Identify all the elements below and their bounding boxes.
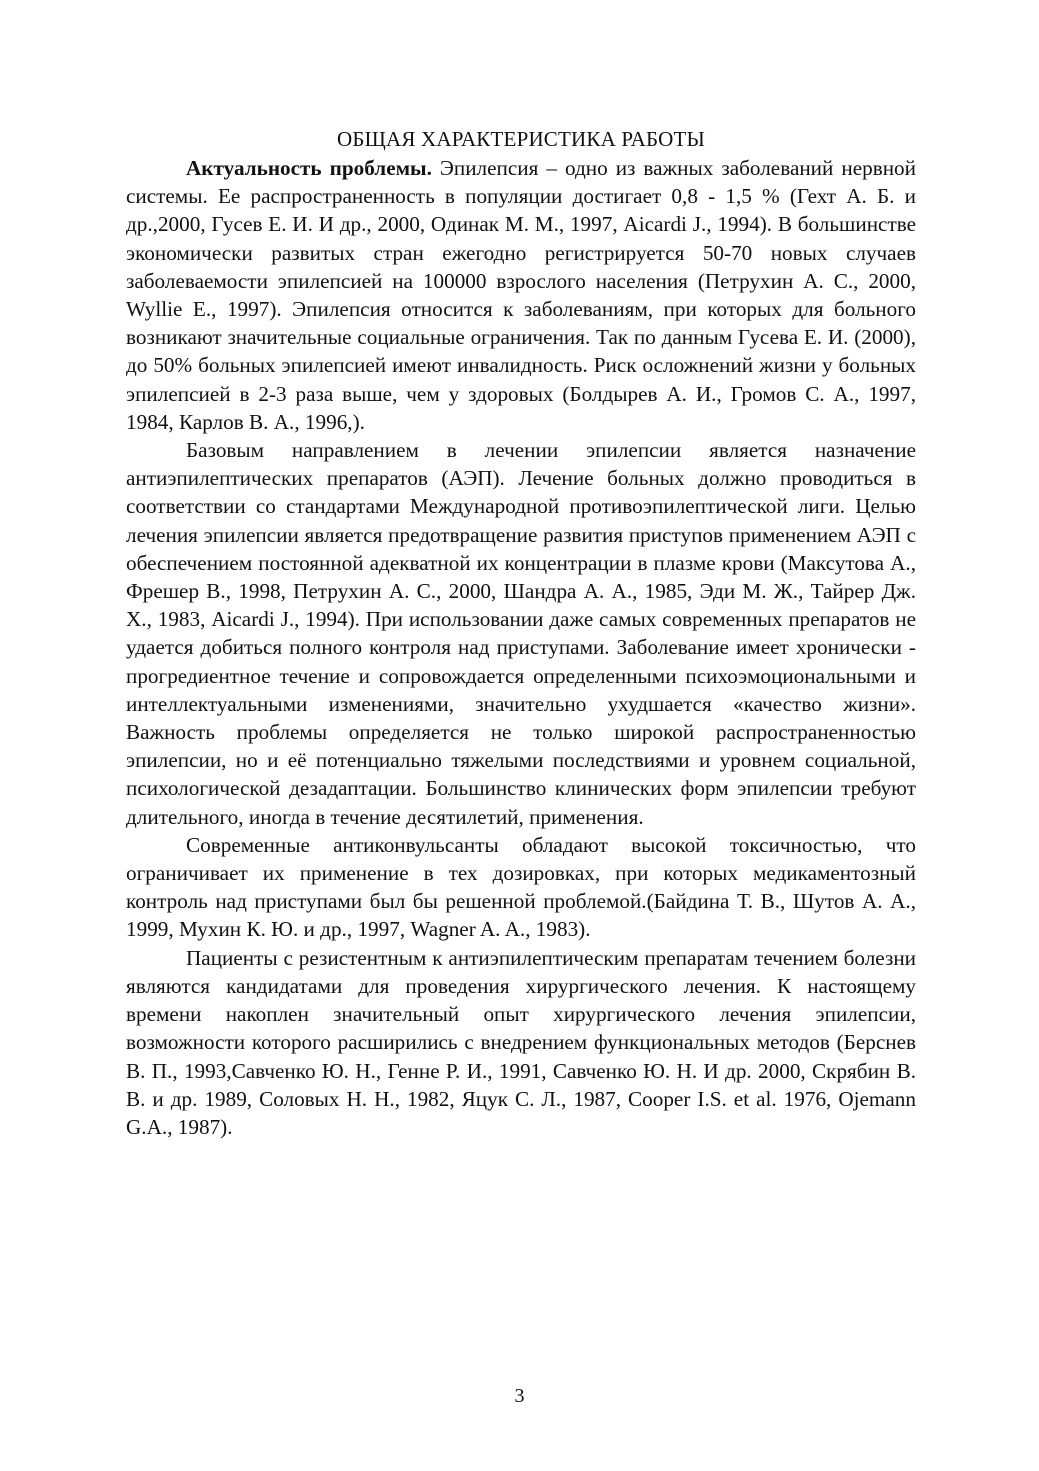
paragraph-text: Эпилепсия – одно из важных заболеваний нервной системы. Ее распространенность в популяции достигает 0,8 - 1,5 % (Гехт А. Б. и др.,2000, Гусев Е. И. И др., 2000, Одинак М. М., 1997, Aicardi J., 1994). В большинстве экономически развитых стран ежегодно регистрируется 50-70 новых случаев заболеваемости эпилепсией на 100000 взрослого населения (Петрухин А. С., 2000, Wyllie E., 1997). Эпилепсия относится к заболеваниям, при которых для больного возникают значительные социальные ограничения. Так по данным Гусева Е. И. (2000), до 50% больных эпилепсией имеют инвалидность. Риск осложнений жизни у больных эпилепсией в 2-3 раза выше, чем у здоровых (Болдырев А. И., Громов С. А., 1997, 1984, Карлов В. А., 1996,). — [126, 156, 916, 434]
paragraph-text: Базовым направлением в лечении эпилепсии является назначение антиэпилептических препаратов (АЭП). Лечение больных должно проводиться в соответствии со стандартами Международной противоэпилептической лиги. Целью лечения эпилепсии является предотвращение развития приступов применением АЭП с обеспечением постоянной адекватной их концентрации в плазме крови (Максутова А., Фрешер В., 1998, Петрухин А. С., 2000, Шандра А. А., 1985, Эди М. Ж., Тайрер Дж. Х., 1983, Aicardi J., 1994). При использовании даже самых современных препаратов не удается добиться полного контроля над приступами. Заболевание имеет хронически - прогредиентное течение и сопровождается определенными психоэмоциональными и интеллектуальными изменениями, значительно ухудшается «качество жизни». Важность проблемы определяется не только широкой распространенностью эпилепсии, но и её потенциально тяжелыми последствиями и уровнем социальной, психологической дезадаптации. Большинство клинических форм эпилепсии требуют длительного, иногда в течение десятилетий, применения. — [126, 438, 916, 829]
paragraph-text: Пациенты с резистентным к антиэпилептическим препаратам течением болезни являются кандидатами для проведения хирургического лечения. К настоящему времени накоплен значительный опыт хирургического лечения эпилепсии, возможности которого расширились с внедрением функциональных методов (Берснев В. П., 1993,Савченко Ю. Н., Генне Р. И., 1991, Савченко Ю. Н. И др. 2000, Скрябин В. В. и др. 1989, Соловых Н. Н., 1982, Яцук С. Л., 1987, Cooper I.S. et al. 1976, Ojemann G.A., 1987). — [126, 945, 916, 1139]
paragraph-surgery — [126, 944, 916, 1141]
paragraph-lead: Актуальность проблемы. — [186, 156, 432, 180]
paragraph-relevance — [126, 154, 916, 436]
paragraph-text: Современные антиконвульсанты обладают высокой токсичностью, что ограничивает их применение в тех дозировках, при которых медикаментозный контроль над приступами был бы решенной проблемой.(Байдина Т. В., Шутов А. А., 1999, Мухин К. Ю. и др., 1997, Wagner A. A., 1983). — [126, 832, 916, 942]
paragraph-treatment — [126, 436, 916, 831]
page-number: 3 — [514, 1385, 525, 1407]
document-page — [126, 124, 916, 1141]
paragraph-toxicity — [126, 831, 916, 944]
section-title: ОБЩАЯ ХАРАКТЕРИСТИКА РАБОТЫ — [336, 127, 706, 151]
